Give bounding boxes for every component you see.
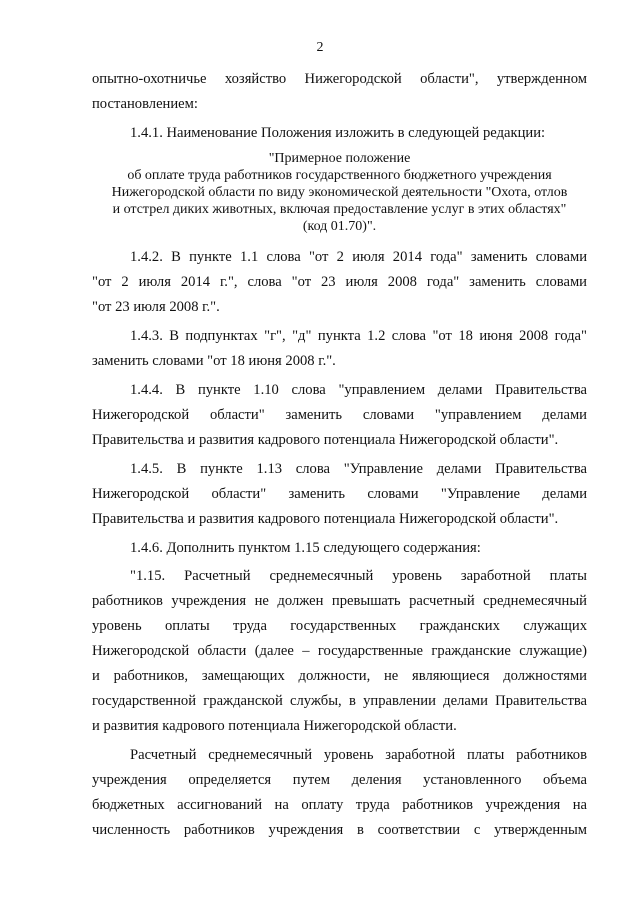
text-line: "от 23 июля 2008 г.".: [92, 299, 220, 315]
text-line: и работников, замещающих должности, не являющиеся должностями: [92, 668, 587, 684]
text-line: Нижегородской области (далее – государственные гражданские служащие): [92, 643, 587, 659]
text-line: Расчетный среднемесячный уровень заработной платы работников: [130, 747, 587, 763]
text-line: 1.4.3. В подпунктах "г", "д" пункта 1.2 слова "от 18 июня 2008 года": [130, 328, 587, 344]
text-line: уровень оплаты труда государственных гражданских служащих: [92, 618, 587, 634]
text-line: опытно-охотничье хозяйство Нижегородской области", утвержденном: [92, 71, 587, 87]
text-line: государственной гражданской службы, в управлении делами Правительства: [92, 693, 587, 709]
text-line: постановлением:: [92, 96, 198, 112]
text-line: "1.15. Расчетный среднемесячный уровень заработной платы: [130, 568, 587, 584]
text-line: и развития кадрового потенциала Нижегородской области.: [92, 718, 457, 734]
text-line: Нижегородской области" заменить словами "Управление делами: [92, 486, 587, 502]
text-line: 1.4.2. В пункте 1.1 слова "от 2 июля 2014 года" заменить словами: [130, 249, 587, 265]
title-line: "Примерное положение: [268, 151, 411, 166]
text-line: бюджетных ассигнований на оплату труда работников учреждения на: [92, 797, 587, 813]
text-line: Нижегородской области" заменить словами "управлением делами: [92, 407, 587, 423]
text-line: 1.4.1. Наименование Положения изложить в следующей редакции:: [130, 125, 546, 141]
text-line: работников учреждения не должен превышать расчетный среднемесячный: [92, 593, 587, 609]
title-line: об оплате труда работников государственного бюджетного учреждения: [127, 168, 552, 183]
text-line: 1.4.6. Дополнить пунктом 1.15 следующего содержания:: [130, 540, 481, 556]
title-line: и отстрел диких животных, включая предоставление услуг в этих областях": [112, 202, 567, 217]
page-number: 2: [316, 40, 324, 55]
text-line: Правительства и развития кадрового потенциала Нижегородской области".: [92, 432, 559, 448]
text-line: "от 2 июля 2014 г.", слова "от 23 июля 2008 года" заменить словами: [92, 274, 587, 290]
title-line: Нижегородской области по виду экономической деятельности "Охота, отлов: [111, 185, 568, 200]
title-line: (код 01.70)".: [302, 219, 377, 234]
text-line: 1.4.4. В пункте 1.10 слова "управлением делами Правительства: [130, 382, 587, 398]
text-line: учреждения определяется путем деления установленного объема: [92, 772, 587, 788]
text-line: заменить словами "от 18 июня 2008 г.".: [92, 353, 336, 369]
text-line: численность работников учреждения в соответствии с утвержденным: [92, 822, 587, 838]
text-line: 1.4.5. В пункте 1.13 слова "Управление делами Правительства: [130, 461, 587, 477]
text-line: Правительства и развития кадрового потенциала Нижегородской области".: [92, 511, 559, 527]
